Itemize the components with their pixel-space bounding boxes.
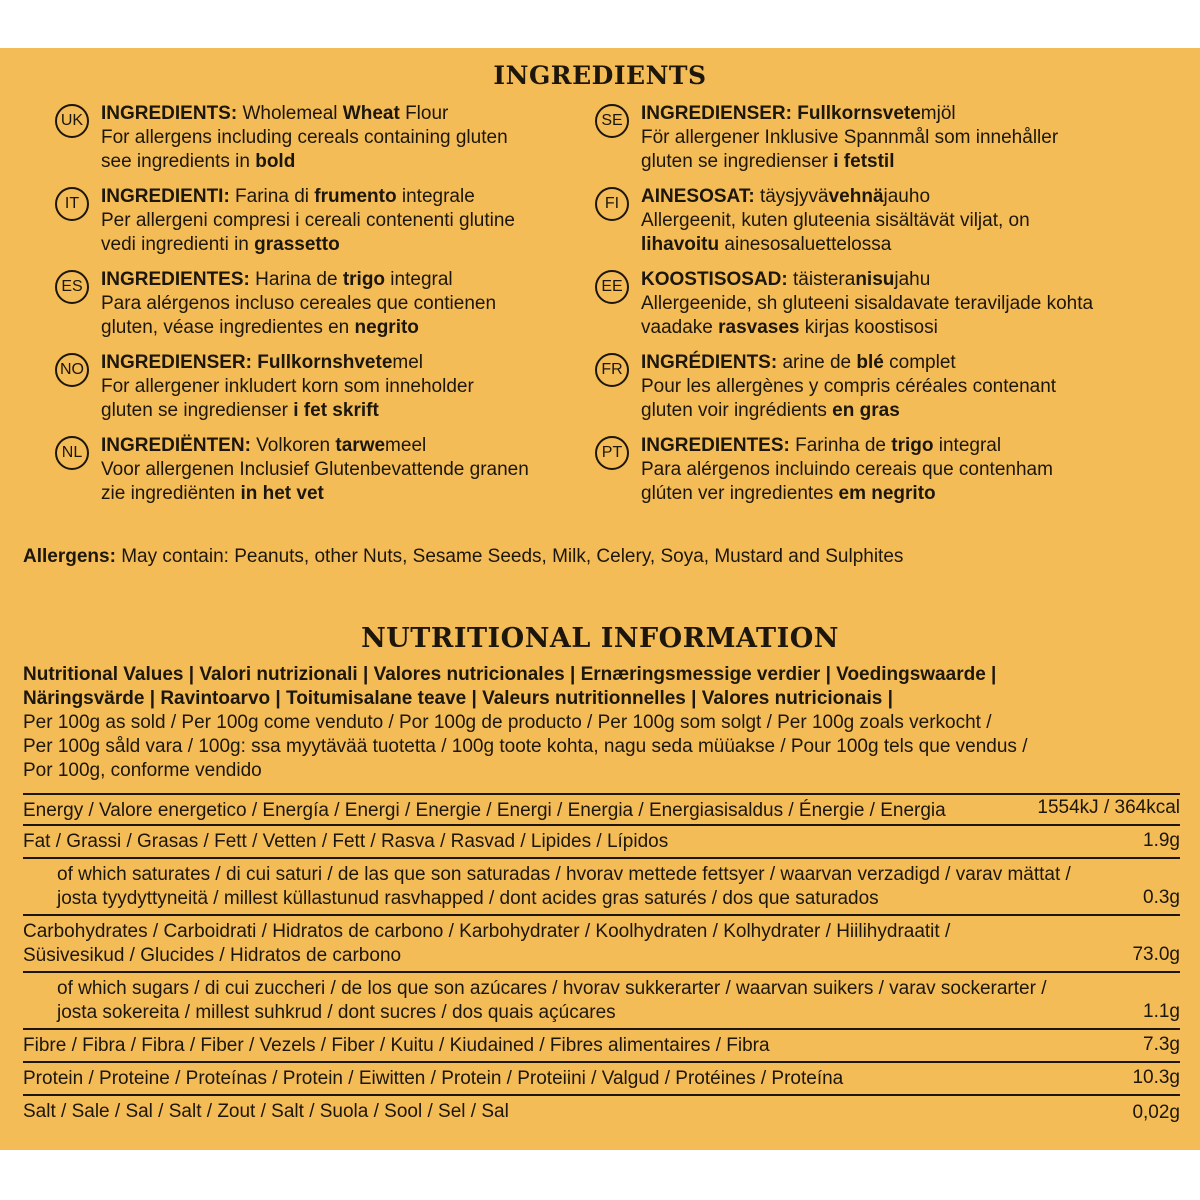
bold-reference: in het vet <box>240 483 324 504</box>
nutrient-name <box>23 916 1180 971</box>
ingredient-label: INGREDIENTI: <box>101 186 230 207</box>
nutrient-name-line: Protein / Proteine / Proteínas / Protein / Eiwitten / Protein / Proteiini / Valgud / Protéines / Proteína <box>23 1068 844 1089</box>
nutrient-value: 73.0g <box>1132 944 1180 965</box>
allergen-note-line <box>101 126 605 150</box>
ingredient-block-fr <box>595 351 1145 434</box>
allergen-note-line <box>101 482 605 506</box>
ingredient-line <box>641 268 1145 292</box>
nutrient-value: 1.1g <box>1143 1001 1180 1022</box>
ingredient-label: INGRÉDIENTS: <box>641 352 778 373</box>
allergen-note-line <box>101 375 605 399</box>
allergen-note-text: För allergener Inklusive Spannmål som innehåller <box>641 127 1059 148</box>
ingredient-line <box>101 185 605 209</box>
nutrition-row <box>23 916 1180 973</box>
nutrition-row <box>23 973 1180 1030</box>
nutrient-name-line: josta tyydyttyneitä / millest küllastunud rasvhapped / dont acides gras saturés / dos que saturados <box>57 888 879 909</box>
nutrient-name-line: Salt / Sale / Sal / Salt / Zout / Salt / Suola / Sool / Sel / Sal <box>23 1101 509 1122</box>
allergen-note-text: vedi ingredienti in <box>101 234 255 255</box>
allergen-note-line <box>101 458 605 482</box>
allergen-highlight: Wheat <box>342 103 400 124</box>
country-code-badge: NO <box>55 353 89 387</box>
allergen-note-text: gluten se ingredienser <box>641 151 834 172</box>
allergen-note-line <box>641 292 1145 316</box>
ingredient-block-nl <box>55 434 605 517</box>
nutrient-name <box>23 795 1180 826</box>
nutrient-value: 7.3g <box>1143 1034 1180 1055</box>
allergen-highlight: tarwe <box>335 435 386 456</box>
ingredient-block-se <box>595 102 1145 185</box>
ingredient-text: mjöl <box>920 103 956 124</box>
ingredient-label: INGREDIENTES: <box>641 435 790 456</box>
ingredient-line <box>101 351 605 375</box>
nutrient-name <box>23 1063 1180 1094</box>
ingredient-text: jauho <box>883 186 931 207</box>
nutrient-value: 0.3g <box>1143 887 1180 908</box>
allergen-note-text: gluten, véase ingredientes en <box>101 317 355 338</box>
ingredient-text: Harina de <box>249 269 343 290</box>
ingredient-text: täysjyvä <box>754 186 829 207</box>
allergen-highlight: vehnä <box>828 186 884 207</box>
allergen-note-line <box>101 233 605 257</box>
bold-reference: grassetto <box>254 234 340 255</box>
nutrient-value: 1.9g <box>1143 830 1180 851</box>
label-panel <box>0 48 1200 1150</box>
allergen-note-line <box>641 316 1145 340</box>
allergen-note-line <box>101 292 605 316</box>
allergen-note-line <box>641 150 1145 174</box>
allergen-note-line <box>101 150 605 174</box>
ingredient-label: INGREDIËNTEN: <box>101 435 251 456</box>
values-header-line: Nutritional Values | Valori nutrizionali | Valores nutricionales | Ernæringsmessige verdier | Voedingswaarde | <box>23 664 997 685</box>
ingredient-label: AINESOSAT: <box>641 186 755 207</box>
nutrition-row <box>23 1030 1180 1063</box>
ingredient-line <box>641 351 1145 375</box>
ingredient-text: arine de <box>777 352 857 373</box>
allergen-highlight: Fullkornsvete <box>797 103 921 124</box>
ingredient-block-uk <box>55 102 605 185</box>
ingredient-block-pt <box>595 434 1145 517</box>
allergen-note-text: For allergens including cereals containing gluten <box>101 127 508 148</box>
nutrition-title: NUTRITIONAL INFORMATION <box>361 623 839 654</box>
ingredient-text: Farina di <box>229 186 315 207</box>
bold-reference: bold <box>255 151 296 172</box>
ingredient-text: Flour <box>399 103 449 124</box>
allergen-highlight: nisu <box>855 269 895 290</box>
country-code-badge: IT <box>55 187 89 221</box>
country-code-badge: ES <box>55 270 89 304</box>
ingredient-label: INGREDIENTS: <box>101 103 238 124</box>
allergen-note-text: gluten se ingredienser <box>101 400 294 421</box>
bold-reference: i fetstil <box>833 151 895 172</box>
nutrient-name <box>23 826 1180 857</box>
ingredient-label: INGREDIENSER: <box>101 352 252 373</box>
ingredient-text: jahu <box>894 269 931 290</box>
ingredient-text: complet <box>883 352 956 373</box>
nutrition-header <box>23 663 1183 783</box>
allergens-statement <box>23 546 903 568</box>
allergen-note-line <box>641 482 1145 506</box>
nutrient-value: 10.3g <box>1132 1067 1180 1088</box>
allergen-note-text: Para alérgenos incluso cereales que contienen <box>101 293 497 314</box>
allergen-note-line <box>641 233 1145 257</box>
ingredients-title: INGREDIENTS <box>493 61 707 90</box>
per-100g-line: Per 100g as sold / Per 100g come venduto / Por 100g de producto / Per 100g som solgt / Per 100g zoals verkocht / <box>23 712 992 733</box>
allergen-note-text: zie ingrediënten <box>101 483 241 504</box>
nutrient-name <box>23 859 1180 914</box>
ingredient-line <box>101 434 605 458</box>
per-100g-line: Per 100g såld vara / 100g: ssa myytävää tuotetta / 100g toote kohta, nagu seda müüakse / Pour 100g tels que vendus / <box>23 736 1028 757</box>
ingredient-block-no <box>55 351 605 434</box>
allergen-note-line <box>101 399 605 423</box>
ingredient-text: integral <box>385 269 453 290</box>
ingredient-text: Volkoren <box>250 435 336 456</box>
allergen-note-text: Para alérgenos incluindo cereais que contenham <box>641 459 1053 480</box>
bold-reference: en gras <box>832 400 900 421</box>
allergen-note-text: kirjas koostisosi <box>799 317 938 338</box>
nutrient-name <box>23 1030 1180 1061</box>
allergen-note-text: Per allergeni compresi i cereali contenenti glutine <box>101 210 516 231</box>
allergen-note-text: glúten ver ingredientes <box>641 483 839 504</box>
ingredient-text: mel <box>392 352 424 373</box>
allergen-highlight: Fullkornshvete <box>257 352 393 373</box>
allergen-note-line <box>101 209 605 233</box>
allergen-note-text: gluten voir ingrédients <box>641 400 833 421</box>
nutrition-row <box>23 1063 1180 1096</box>
allergen-note-line <box>101 316 605 340</box>
ingredient-label: INGREDIENTES: <box>101 269 250 290</box>
nutrient-name <box>23 973 1180 1028</box>
nutrient-name-line: Energy / Valore energetico / Energía / Energi / Energie / Energi / Energia / Energiasisaldus / Énergie / Energia <box>23 800 946 821</box>
allergen-note-text: Pour les allergènes y compris céréales contenant <box>641 376 1057 397</box>
nutrition-row <box>23 1096 1180 1129</box>
country-code-badge: FR <box>595 353 629 387</box>
ingredient-line <box>641 102 1145 126</box>
nutrient-name-line: of which saturates / di cui saturi / de las que son saturadas / hvorav mettede fettsyer / waarvan verzadigd / varav mättat / <box>57 864 1071 885</box>
allergen-note-text: see ingredients in <box>101 151 256 172</box>
allergens-text: May contain: Peanuts, other Nuts, Sesame Seeds, Milk, Celery, Soya, Mustard and Sulphites <box>115 546 904 567</box>
bold-reference: lihavoitu <box>641 234 720 255</box>
allergen-note-text: Allergeenit, kuten gluteenia sisältävät viljat, on <box>641 210 1030 231</box>
allergen-note-text: Allergeenide, sh gluteeni sisaldavate teraviljade kohta <box>641 293 1094 314</box>
nutrient-name <box>23 1096 1180 1127</box>
ingredient-text: integrale <box>396 186 475 207</box>
allergen-note-text: vaadake <box>641 317 719 338</box>
allergen-note-line <box>641 209 1145 233</box>
country-code-badge: FI <box>595 187 629 221</box>
nutrient-name-line: josta sokereita / millest suhkrud / dont sucres / dos quais açúcares <box>57 1002 616 1023</box>
allergen-note-line <box>641 399 1145 423</box>
allergen-highlight: blé <box>856 352 884 373</box>
nutrient-name-line: Fat / Grassi / Grasas / Fett / Vetten / Fett / Rasva / Rasvad / Lipides / Lípidos <box>23 831 669 852</box>
allergen-highlight: frumento <box>314 186 397 207</box>
bold-reference: em negrito <box>838 483 936 504</box>
ingredient-text: täistera <box>787 269 856 290</box>
ingredient-block-it <box>55 185 605 268</box>
per-100g-line: Por 100g, conforme vendido <box>23 760 262 781</box>
bold-reference: rasvases <box>718 317 800 338</box>
nutrient-name-line: Carbohydrates / Carboidrati / Hidratos de carbono / Karbohydrater / Koolhydraten / Kolhydrater / Hiilihydraatit / <box>23 921 951 942</box>
nutrition-row <box>23 795 1180 826</box>
nutrient-value: 0,02g <box>1132 1102 1180 1123</box>
bold-reference: negrito <box>354 317 419 338</box>
allergens-label: Allergens: <box>23 546 116 567</box>
nutrition-row <box>23 826 1180 859</box>
ingredient-line <box>641 185 1145 209</box>
country-code-badge: NL <box>55 436 89 470</box>
ingredient-line <box>641 434 1145 458</box>
country-code-badge: UK <box>55 104 89 138</box>
allergen-note-text: For allergener inkludert korn som inneholder <box>101 376 474 397</box>
ingredient-line <box>101 268 605 292</box>
ingredient-text: meel <box>385 435 427 456</box>
allergen-note-line <box>641 458 1145 482</box>
nutrient-name-line: of which sugars / di cui zuccheri / de los que son azúcares / hvorav sukkerarter / waarvan suikers / varav sockerarter / <box>57 978 1047 999</box>
ingredient-text: integral <box>933 435 1002 456</box>
country-code-badge: SE <box>595 104 629 138</box>
ingredient-label: KOOSTISOSAD: <box>641 269 788 290</box>
nutrient-value: 1554kJ / 364kcal <box>1037 797 1180 818</box>
allergen-highlight: trigo <box>891 435 934 456</box>
ingredient-block-es <box>55 268 605 351</box>
ingredient-text: Wholemeal <box>237 103 343 124</box>
bold-reference: i fet skrift <box>293 400 379 421</box>
ingredients-left-column <box>55 102 605 517</box>
allergen-note-line <box>641 375 1145 399</box>
allergen-note-line <box>641 126 1145 150</box>
ingredients-right-column <box>595 102 1145 517</box>
country-code-badge: EE <box>595 270 629 304</box>
country-code-badge: PT <box>595 436 629 470</box>
nutrition-row <box>23 859 1180 916</box>
ingredient-text: Farinha de <box>789 435 892 456</box>
nutrition-table <box>23 793 1180 1129</box>
ingredient-block-ee <box>595 268 1145 351</box>
nutrient-name-line: Süsivesikud / Glucides / Hidratos de carbono <box>23 945 402 966</box>
allergen-note-text: Voor allergenen Inclusief Glutenbevattende granen <box>101 459 529 480</box>
ingredient-line <box>101 102 605 126</box>
ingredient-label: INGREDIENSER: <box>641 103 792 124</box>
allergen-highlight: trigo <box>342 269 386 290</box>
nutrient-name-line: Fibre / Fibra / Fibra / Fiber / Vezels / Fiber / Kuitu / Kiudained / Fibres alimentaires / Fibra <box>23 1035 770 1056</box>
ingredient-block-fi <box>595 185 1145 268</box>
allergen-note-text: ainesosaluettelossa <box>719 234 892 255</box>
values-header-line: Näringsvärde | Ravintoarvo | Toitumisalane teave | Valeurs nutritionnelles | Valores nutricionais | <box>23 688 893 709</box>
